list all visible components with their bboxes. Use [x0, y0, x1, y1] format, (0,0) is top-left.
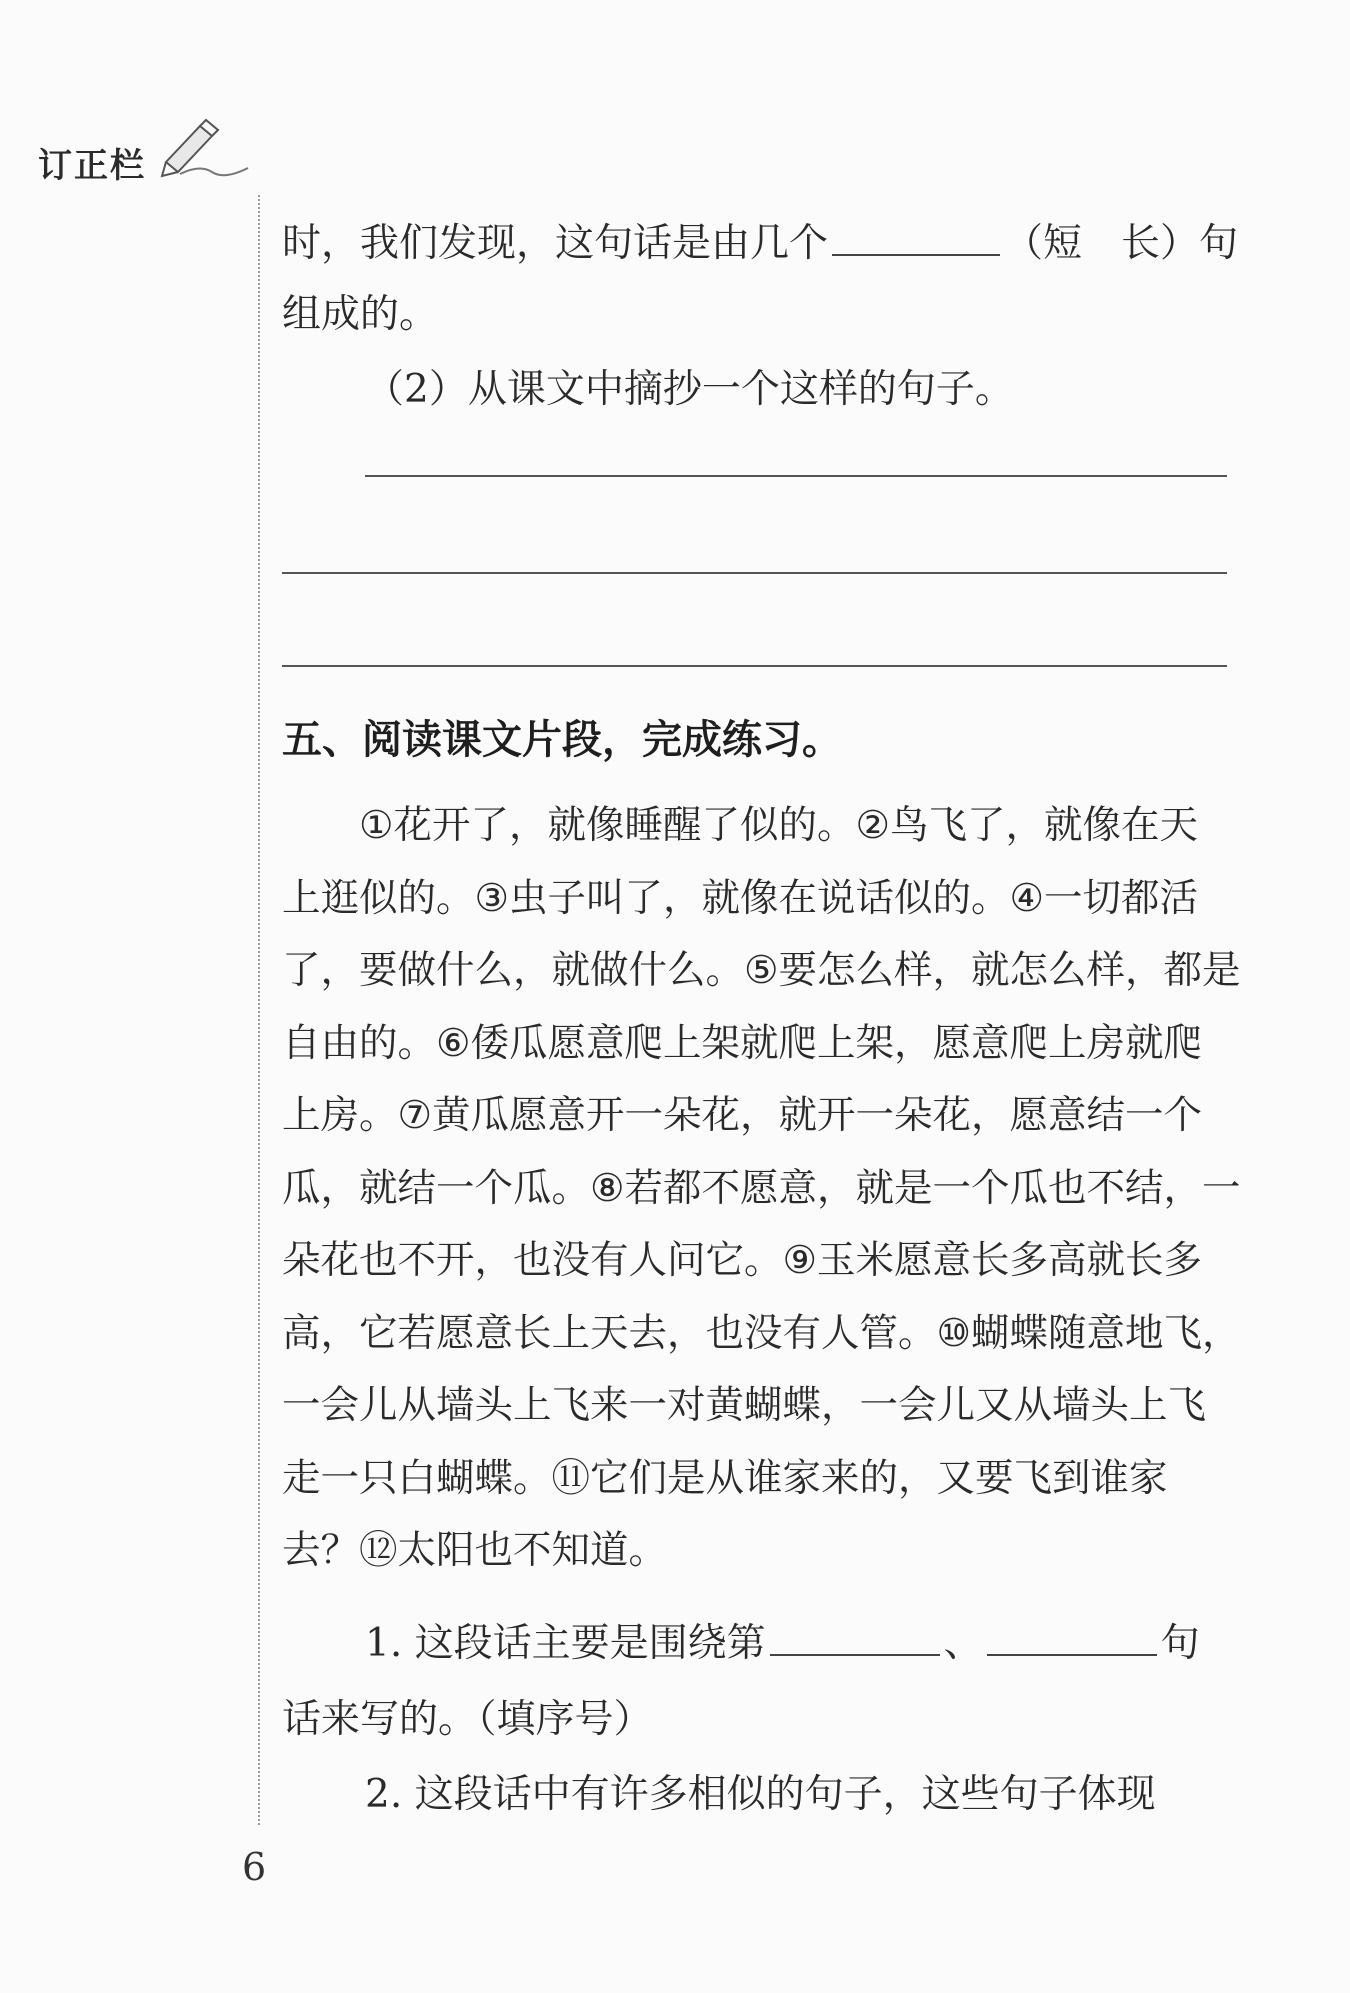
- margin-divider: [258, 195, 260, 1825]
- passage-line: 瓜，就结一个瓜。⑧若都不愿意，就是一个瓜也不结，一: [282, 1165, 1241, 1211]
- passage-line: 上房。⑦黄瓜愿意开一朵花，就开一朵花，愿意结一个: [282, 1093, 1203, 1138]
- question-1-after: 句: [1160, 1621, 1200, 1666]
- page-number: 6: [242, 1845, 267, 1889]
- q4-options: （短 长）句: [1004, 221, 1239, 266]
- question-1-text: 1. 这段话主要是围绕第: [365, 1621, 766, 1666]
- q4-line1: [282, 212, 1239, 268]
- passage-line: 了，要做什么，就做什么。⑤要怎么样，就怎么样，都是: [282, 948, 1241, 993]
- correction-column-label: 订正栏: [38, 146, 146, 186]
- passage-line: 上逛似的。③虫子叫了，就像在说话似的。④一切都活: [282, 875, 1199, 921]
- passage-line: 高，它若愿意长上天去，也没有人管。⑩蝴蝶随意地飞，: [282, 1310, 1241, 1356]
- q4-sub2: （2）从课文中摘抄一个这样的句子。: [365, 367, 1014, 412]
- question-1-line2: 话来写的。（填序号）: [282, 1697, 653, 1742]
- writing-line-2[interactable]: [282, 572, 1227, 574]
- passage-line: 自由的。⑥倭瓜愿意爬上架就爬上架，愿意爬上房就爬: [282, 1020, 1203, 1066]
- section-5-heading: 五、阅读课文片段，完成练习。: [282, 717, 842, 763]
- passage-line: 一会儿从墙头上飞来一对黄蝴蝶，一会儿又从墙头上飞: [282, 1383, 1207, 1428]
- answer-blank-1[interactable]: [770, 1653, 940, 1656]
- answer-blank[interactable]: [832, 253, 1000, 256]
- writing-line-3[interactable]: [282, 665, 1227, 667]
- pencil-icon: [160, 118, 250, 178]
- passage-line: ①花开了，就像睡醒了似的。②鸟飞了，就像在天: [282, 803, 1199, 848]
- passage-line: 去？⑫太阳也不知道。: [282, 1528, 668, 1573]
- q4-line1-text: 时，我们发现，这句话是由几个: [282, 221, 829, 266]
- question-1-separator: 、: [943, 1621, 983, 1666]
- reading-passage: [282, 790, 1241, 1588]
- question-1-line1: [365, 1612, 1227, 1668]
- question-2: 2. 这段话中有许多相似的句子，这些句子体现: [365, 1772, 1156, 1817]
- writing-line-1[interactable]: [365, 475, 1227, 477]
- passage-line: 走一只白蝴蝶。⑪它们是从谁家来的，又要飞到谁家: [282, 1455, 1168, 1501]
- answer-blank-2[interactable]: [987, 1653, 1157, 1656]
- q4-line2: 组成的。: [282, 292, 439, 337]
- passage-line: 朵花也不开，也没有人问它。⑨玉米愿意长多高就长多: [282, 1238, 1203, 1283]
